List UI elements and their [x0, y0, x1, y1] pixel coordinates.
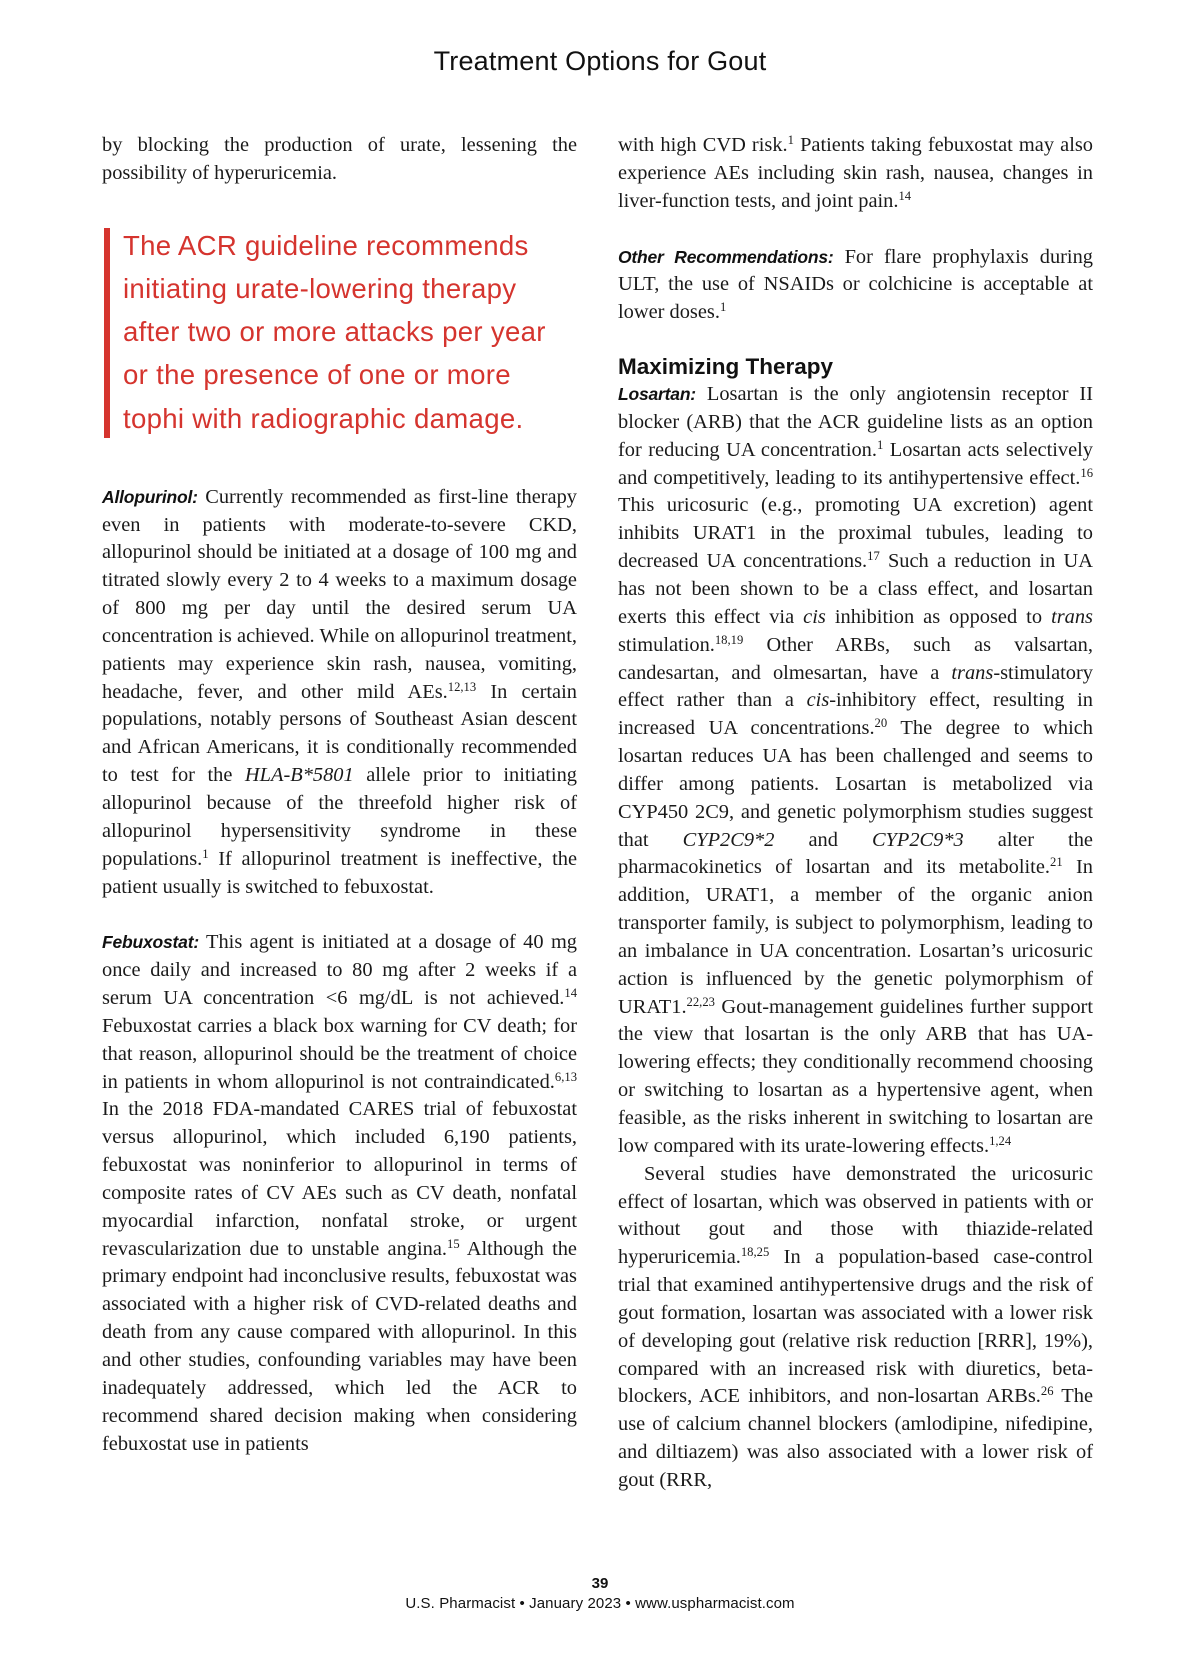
citation: 1,24 [989, 1133, 1012, 1148]
citation: 1 [787, 133, 794, 148]
pull-quote [102, 224, 577, 440]
febuxostat-lead: Febuxostat: [102, 932, 199, 953]
citation: 26 [1040, 1384, 1054, 1399]
right-column [618, 132, 1093, 1495]
citation: 14 [564, 986, 577, 1001]
running-header: Treatment Options for Gout [433, 46, 767, 76]
other-recommendations-lead: Other Recommendations: [618, 246, 834, 267]
pull-quote-text: The ACR guideline recommends initiating urate-lowering therapy after two or more attacks per year or the presence of one or more tophi with radiographic damage. [123, 229, 546, 434]
febuxostat-paragraph: Febuxostat: This agent is initiated at a dosage of 40 mg once daily and increased to 80 mg after 2 weeks if a serum UA concentration <6 mg/dL is not achieved.$^{14}$ Febuxostat carries a black box warning for CV death; for that reason, allopurinol should be the treatment of choice in patients in whom allopurinol is not contraindicated.$^{6,13}$ In the 2018 FDA-mandated CARES trial of febuxostat versus allopurinol, which included 6,190 patients, febuxostat was noninferior to allopurinol in terms of composite rates of CV AEs such as CV death, nonfatal myocardial infarction, nonfatal stroke, or urgent revascularization due to unstable angina.$^{15}$ Although the primary endpoint had inconclusive results, febuxostat was associated with a higher risk of CVD-related deaths and death from any cause compared with allopurinol. In this and other studies, confounding variables may have been inadequately addressed, which led the ACR to recommend shared decision making when considering febuxostat use in patients [102, 931, 577, 1455]
citation: 16 [1080, 465, 1093, 480]
losartan-paragraph: Losartan: Losartan is the only angiotensin receptor II blocker (ARB) that the ACR guideline lists as an option for reducing UA concentration.$^1$ Losartan acts selectively and competitively, leading to its antihypertensive effect.$^{16}$ This uricosuric (e.g., promoting UA excretion) agent inhibits URAT1 in the proximal tubules, leading to decreased UA concentrations.$^{17}$ Such a reduction in UA has not been shown to be a class effect, and losartan exerts this effect via cis inhibition as opposed to trans stimulation.$^{18,19}$ Other ARBs, such as valsartan, candesartan, and olmesartan, have a trans-stimulatory effect rather than a cis-inhibitory effect, resulting in increased UA concentrations.$^{20}$ The degree to which losartan reduces UA has been challenged and seems to differ among patients. Losartan is metabolized via CYP450 2C9, and genetic polymorphism studies suggest that CYP2C9*2 and CYP2C9*3 alter the pharmacokinetics of losartan and its metabolite.$^{21}$ In addition, URAT1, a member of the organic anion transporter family, is subject to polymorphism, leading to an imbalance in UA concentration. Losartan’s uricosuric action is influenced by the genetic polymorphism of URAT1.$^{22,23}$ Gout-management guidelines further support the view that losartan is the only ARB that has UA-lowering effects; they conditionally recommend choosing or switching to losartan as a hypertensive agent, when feasible, as the risks inherent in switching to losartan are low compared with its urate-lowering effects.$^{1,24}$ [618, 383, 1094, 1157]
publication-line: U.S. Pharmacist • January 2023 • www.uspharmacist.com [405, 1595, 795, 1612]
citation: 18,19 [714, 632, 744, 647]
citation: 18,25 [740, 1245, 770, 1260]
left-column [102, 132, 577, 1458]
page-number: 39 [591, 1575, 609, 1592]
citation: 21 [1050, 855, 1063, 870]
citation: 17 [867, 549, 880, 564]
allopurinol-paragraph: Allopurinol: Currently recommended as first-line therapy even in patients with moderate-to-severe CKD, allopurinol should be initiated at a dosage of 100 mg and titrated slowly every 2 to 4 weeks to a maximum dosage of 800 mg per day until the desired serum UA concentration is achieved. While on allopurinol treatment, patients may experience skin rash, nausea, vomiting, headache, fever, and other mild AEs.$^{12,13}$ In certain populations, notably persons of Southeast Asian descent and African Americans, it is conditionally recommended to test for the HLA-B*5801 allele prior to initiating allopurinol because of the threefold higher risk of allopurinol hypersensitivity syndrome in these populations.$^1$ If allopurinol treatment is ineffective, the patient usually is switched to febuxostat. [102, 485, 577, 898]
citation: 1 [719, 300, 727, 315]
gene-name: CYP2C9*2 [682, 828, 775, 851]
citation: 1 [876, 437, 884, 452]
febuxostat-continuation-paragraph: with high CVD risk.$^1$ Patients taking febuxostat may also experience AEs including skin rash, nausea, changes in liver-function tests, and joint pain.$^{14}$ [618, 133, 1093, 212]
section-heading: Maximizing Therapy [618, 354, 834, 380]
citation: 1 [202, 846, 209, 861]
gene-name: HLA-B*5801 [244, 764, 354, 787]
citation: 22,23 [686, 994, 715, 1009]
gene-name: CYP2C9*3 [871, 828, 964, 851]
citation: 15 [447, 1236, 460, 1251]
continuation-paragraph: by blocking the production of urate, lessening the possibility of hyperuricemia. [102, 134, 577, 184]
other-recommendations-paragraph: Other Recommendations: For flare prophylaxis during ULT, the use of NSAIDs or colchicine is acceptable at lower doses.$^1$ [618, 245, 1093, 324]
allopurinol-lead: Allopurinol: [102, 486, 198, 507]
pull-quote-bar [104, 228, 110, 438]
page-footer [0, 1574, 1200, 1614]
losartan-lead: Losartan: [618, 384, 696, 405]
citation: 12,13 [447, 679, 477, 694]
citation: 6,13 [554, 1069, 577, 1084]
citation: 20 [874, 716, 888, 731]
studies-paragraph: Several studies have demonstrated the uricosuric effect of losartan, which was observed in patients with or without gout and those with thiazide-related hyperuricemia.$^{18,25}$ In a population-based case-control trial that examined antihypertensive drugs and the risk of gout formation, losartan was associated with a lower risk of developing gout (relative risk reduction [RRR], 19%), compared with an increased risk with diuretics, beta-blockers, ACE inhibitors, and non-losartan ARBs.$^{26}$ The use of calcium channel blockers (amlodipine, nifedipine, and diltiazem) was also associated with a lower risk of gout (RRR, [618, 1162, 1093, 1491]
citation: 14 [898, 188, 912, 203]
